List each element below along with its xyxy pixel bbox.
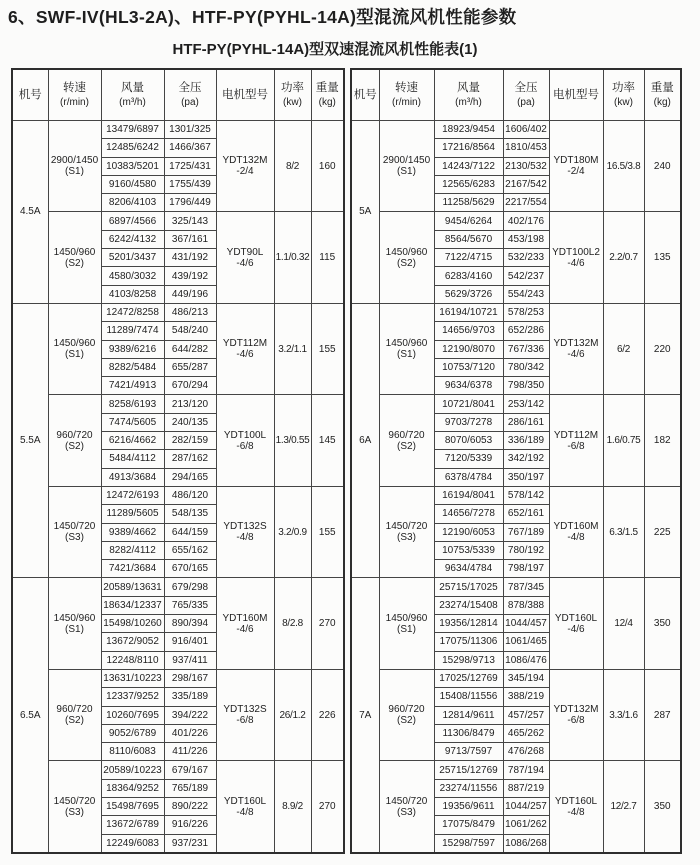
data-row [12, 121, 344, 139]
airflow-cell: 4913/3684 [101, 468, 164, 486]
airflow-cell: 9634/6378 [434, 377, 503, 395]
pressure-cell: 679/298 [164, 578, 216, 596]
pressure-cell: 780/192 [503, 541, 549, 559]
power-cell: 3.2/0.9 [274, 486, 311, 577]
pressure-cell: 1796/449 [164, 194, 216, 212]
column-header: 机号 [12, 69, 48, 121]
model-cell: 5A [351, 121, 379, 304]
pressure-cell: 937/411 [164, 651, 216, 669]
data-row [12, 486, 344, 504]
table-header-right [351, 69, 681, 121]
pressure-cell: 767/189 [503, 523, 549, 541]
airflow-cell: 12472/8258 [101, 303, 164, 321]
airflow-cell: 12190/8070 [434, 340, 503, 358]
pressure-cell: 394/222 [164, 706, 216, 724]
pressure-cell: 787/345 [503, 578, 549, 596]
weight-cell: 240 [644, 121, 681, 212]
airflow-cell: 8564/5670 [434, 230, 503, 248]
data-row [351, 303, 681, 321]
speed-cell: 1450/720 (S3) [48, 761, 101, 853]
weight-cell: 155 [311, 303, 344, 394]
performance-table-right [350, 68, 682, 854]
power-cell: 12/2.7 [603, 761, 644, 853]
pressure-cell: 644/282 [164, 340, 216, 358]
table-header-left [12, 69, 344, 121]
power-cell: 1.6/0.75 [603, 395, 644, 486]
pressure-cell: 431/192 [164, 249, 216, 267]
airflow-cell: 5484/4112 [101, 450, 164, 468]
pressure-cell: 240/135 [164, 413, 216, 431]
pressure-cell: 878/388 [503, 596, 549, 614]
pressure-cell: 486/120 [164, 486, 216, 504]
model-cell: 5.5A [12, 303, 48, 577]
airflow-cell: 10260/7695 [101, 706, 164, 724]
airflow-cell: 23274/15408 [434, 596, 503, 614]
column-header: 全压 (pa) [164, 69, 216, 121]
performance-table-left [11, 68, 345, 854]
motor-model-cell: YDT160L -4/8 [549, 761, 603, 853]
speed-cell: 1450/960 (S1) [379, 303, 434, 394]
pressure-cell: 542/237 [503, 267, 549, 285]
airflow-cell: 15498/7695 [101, 797, 164, 815]
column-header: 功率 (kw) [274, 69, 311, 121]
pressure-cell: 253/142 [503, 395, 549, 413]
motor-model-cell: YDT132M -4/6 [549, 303, 603, 394]
pressure-cell: 578/253 [503, 303, 549, 321]
data-row [12, 669, 344, 687]
data-row [351, 669, 681, 687]
pressure-cell: 780/342 [503, 358, 549, 376]
pressure-cell: 655/162 [164, 541, 216, 559]
speed-cell: 1450/960 (S1) [48, 303, 101, 394]
speed-cell: 960/720 (S2) [379, 669, 434, 760]
pressure-cell: 439/192 [164, 267, 216, 285]
pressure-cell: 1044/257 [503, 797, 549, 815]
motor-model-cell: YDT160M -4/6 [216, 578, 274, 669]
airflow-cell: 9634/4784 [434, 560, 503, 578]
data-row [351, 578, 681, 596]
pressure-cell: 652/161 [503, 505, 549, 523]
data-row [12, 578, 344, 596]
weight-cell: 135 [644, 212, 681, 303]
airflow-cell: 12472/6193 [101, 486, 164, 504]
pressure-cell: 578/142 [503, 486, 549, 504]
power-cell: 3.2/1.1 [274, 303, 311, 394]
airflow-cell: 19356/12814 [434, 615, 503, 633]
pressure-cell: 1725/431 [164, 157, 216, 175]
tables-container [11, 68, 682, 854]
airflow-cell: 8282/5484 [101, 358, 164, 376]
airflow-cell: 8206/4103 [101, 194, 164, 212]
data-row [351, 212, 681, 230]
motor-model-cell: YDT112M -4/6 [216, 303, 274, 394]
pressure-cell: 767/336 [503, 340, 549, 358]
airflow-cell: 14243/7122 [434, 157, 503, 175]
pressure-cell: 655/287 [164, 358, 216, 376]
pressure-cell: 890/222 [164, 797, 216, 815]
airflow-cell: 17025/12769 [434, 669, 503, 687]
pressure-cell: 2217/554 [503, 194, 549, 212]
speed-cell: 1450/720 (S3) [379, 486, 434, 577]
airflow-cell: 16194/8041 [434, 486, 503, 504]
power-cell: 12/4 [603, 578, 644, 669]
pressure-cell: 465/262 [503, 724, 549, 742]
pressure-cell: 937/231 [164, 834, 216, 853]
airflow-cell: 6283/4160 [434, 267, 503, 285]
power-cell: 8/2 [274, 121, 311, 212]
power-cell: 1.1/0.32 [274, 212, 311, 303]
airflow-cell: 4580/3032 [101, 267, 164, 285]
airflow-cell: 17075/8479 [434, 816, 503, 834]
weight-cell: 350 [644, 761, 681, 853]
pressure-cell: 336/189 [503, 432, 549, 450]
motor-model-cell: YDT132M -2/4 [216, 121, 274, 212]
pressure-cell: 298/167 [164, 669, 216, 687]
airflow-cell: 11289/7474 [101, 322, 164, 340]
motor-model-cell: YDT160L -4/8 [216, 761, 274, 853]
model-cell: 4.5A [12, 121, 48, 304]
pressure-cell: 916/226 [164, 816, 216, 834]
power-cell: 8.9/2 [274, 761, 311, 853]
pressure-cell: 548/135 [164, 505, 216, 523]
airflow-cell: 7421/4913 [101, 377, 164, 395]
pressure-cell: 887/219 [503, 779, 549, 797]
motor-model-cell: YDT132S -6/8 [216, 669, 274, 760]
pressure-cell: 402/176 [503, 212, 549, 230]
pressure-cell: 345/194 [503, 669, 549, 687]
airflow-cell: 20589/13631 [101, 578, 164, 596]
pressure-cell: 644/159 [164, 523, 216, 541]
column-header: 风量 (m³/h) [101, 69, 164, 121]
airflow-cell: 12248/8110 [101, 651, 164, 669]
pressure-cell: 401/226 [164, 724, 216, 742]
column-header: 电机型号 [216, 69, 274, 121]
weight-cell: 182 [644, 395, 681, 486]
weight-cell: 350 [644, 578, 681, 669]
airflow-cell: 12565/6283 [434, 175, 503, 193]
pressure-cell: 1606/402 [503, 121, 549, 139]
motor-model-cell: YDT112M -6/8 [549, 395, 603, 486]
motor-model-cell: YDT160M -4/8 [549, 486, 603, 577]
data-row [351, 486, 681, 504]
power-cell: 3.3/1.6 [603, 669, 644, 760]
pressure-cell: 2167/542 [503, 175, 549, 193]
pressure-cell: 652/286 [503, 322, 549, 340]
airflow-cell: 7122/4715 [434, 249, 503, 267]
data-row [12, 212, 344, 230]
airflow-cell: 13631/10223 [101, 669, 164, 687]
airflow-cell: 17075/11306 [434, 633, 503, 651]
pressure-cell: 1810/453 [503, 139, 549, 157]
pressure-cell: 325/143 [164, 212, 216, 230]
airflow-cell: 11306/8479 [434, 724, 503, 742]
column-header: 转速 (r/min) [379, 69, 434, 121]
airflow-cell: 9703/7278 [434, 413, 503, 431]
airflow-cell: 13479/6897 [101, 121, 164, 139]
data-row [351, 761, 681, 779]
data-row [12, 395, 344, 413]
pressure-cell: 1044/457 [503, 615, 549, 633]
pressure-cell: 1061/465 [503, 633, 549, 651]
pressure-cell: 532/233 [503, 249, 549, 267]
airflow-cell: 6216/4662 [101, 432, 164, 450]
airflow-cell: 9454/6264 [434, 212, 503, 230]
speed-cell: 2900/1450 (S1) [379, 121, 434, 212]
weight-cell: 115 [311, 212, 344, 303]
pressure-cell: 350/197 [503, 468, 549, 486]
pressure-cell: 798/350 [503, 377, 549, 395]
pressure-cell: 486/213 [164, 303, 216, 321]
column-header: 功率 (kw) [603, 69, 644, 121]
pressure-cell: 1466/367 [164, 139, 216, 157]
weight-cell: 287 [644, 669, 681, 760]
airflow-cell: 18364/9252 [101, 779, 164, 797]
airflow-cell: 9389/6216 [101, 340, 164, 358]
column-header: 全压 (pa) [503, 69, 549, 121]
airflow-cell: 14656/9703 [434, 322, 503, 340]
weight-cell: 145 [311, 395, 344, 486]
table-subtitle: HTF-PY(PYHL-14A)型双速混流风机性能表(1) [172, 41, 478, 58]
pressure-cell: 287/162 [164, 450, 216, 468]
airflow-cell: 8258/6193 [101, 395, 164, 413]
speed-cell: 1450/960 (S2) [48, 212, 101, 303]
pressure-cell: 554/243 [503, 285, 549, 303]
airflow-cell: 6242/4132 [101, 230, 164, 248]
power-cell: 2.2/0.7 [603, 212, 644, 303]
pressure-cell: 294/165 [164, 468, 216, 486]
airflow-cell: 12190/6053 [434, 523, 503, 541]
motor-model-cell: YDT160L -4/6 [549, 578, 603, 669]
airflow-cell: 12249/6083 [101, 834, 164, 853]
airflow-cell: 5629/3726 [434, 285, 503, 303]
speed-cell: 960/720 (S2) [48, 395, 101, 486]
pressure-cell: 286/161 [503, 413, 549, 431]
data-row [351, 395, 681, 413]
airflow-cell: 11289/5605 [101, 505, 164, 523]
airflow-cell: 7474/5605 [101, 413, 164, 431]
airflow-cell: 10753/7120 [434, 358, 503, 376]
column-header: 机号 [351, 69, 379, 121]
airflow-cell: 12814/9611 [434, 706, 503, 724]
airflow-cell: 19356/9611 [434, 797, 503, 815]
page-title: 6、SWF-IV(HL3-2A)、HTF-PY(PYHL-14A)型混流风机性能参数 [8, 7, 517, 27]
airflow-cell: 9160/4580 [101, 175, 164, 193]
pressure-cell: 670/165 [164, 560, 216, 578]
airflow-cell: 25715/12769 [434, 761, 503, 779]
airflow-cell: 17216/8564 [434, 139, 503, 157]
column-header: 电机型号 [549, 69, 603, 121]
power-cell: 6/2 [603, 303, 644, 394]
column-header: 重量 (kg) [644, 69, 681, 121]
airflow-cell: 18923/9454 [434, 121, 503, 139]
speed-cell: 1450/960 (S2) [379, 212, 434, 303]
pressure-cell: 449/196 [164, 285, 216, 303]
airflow-cell: 25715/17025 [434, 578, 503, 596]
airflow-cell: 16194/10721 [434, 303, 503, 321]
airflow-cell: 5201/3437 [101, 249, 164, 267]
power-cell: 8/2.8 [274, 578, 311, 669]
weight-cell: 155 [311, 486, 344, 577]
pressure-cell: 798/197 [503, 560, 549, 578]
airflow-cell: 9713/7597 [434, 743, 503, 761]
model-cell: 6A [351, 303, 379, 577]
pressure-cell: 2130/532 [503, 157, 549, 175]
pressure-cell: 411/226 [164, 743, 216, 761]
pressure-cell: 388/219 [503, 688, 549, 706]
airflow-cell: 10753/5339 [434, 541, 503, 559]
airflow-cell: 10383/5201 [101, 157, 164, 175]
power-cell: 26/1.2 [274, 669, 311, 760]
pressure-cell: 670/294 [164, 377, 216, 395]
speed-cell: 1450/720 (S3) [379, 761, 434, 853]
speed-cell: 1450/960 (S1) [379, 578, 434, 669]
pressure-cell: 1086/476 [503, 651, 549, 669]
pressure-cell: 1301/325 [164, 121, 216, 139]
airflow-cell: 20589/10223 [101, 761, 164, 779]
pressure-cell: 457/257 [503, 706, 549, 724]
speed-cell: 1450/720 (S3) [48, 486, 101, 577]
pressure-cell: 1755/439 [164, 175, 216, 193]
pressure-cell: 765/189 [164, 779, 216, 797]
column-header: 风量 (m³/h) [434, 69, 503, 121]
model-cell: 6.5A [12, 578, 48, 853]
airflow-cell: 13672/9052 [101, 633, 164, 651]
airflow-cell: 7120/5339 [434, 450, 503, 468]
airflow-cell: 6897/4566 [101, 212, 164, 230]
pressure-cell: 213/120 [164, 395, 216, 413]
airflow-cell: 18634/12337 [101, 596, 164, 614]
data-row [12, 303, 344, 321]
motor-model-cell: YDT132M -6/8 [549, 669, 603, 760]
airflow-cell: 12485/6242 [101, 139, 164, 157]
airflow-cell: 8282/4112 [101, 541, 164, 559]
airflow-cell: 14656/7278 [434, 505, 503, 523]
pressure-cell: 1061/262 [503, 816, 549, 834]
airflow-cell: 4103/8258 [101, 285, 164, 303]
motor-model-cell: YDT132S -4/8 [216, 486, 274, 577]
airflow-cell: 15408/11556 [434, 688, 503, 706]
pressure-cell: 890/394 [164, 615, 216, 633]
pressure-cell: 476/268 [503, 743, 549, 761]
pressure-cell: 765/335 [164, 596, 216, 614]
power-cell: 16.5/3.8 [603, 121, 644, 212]
data-row [351, 121, 681, 139]
data-row [12, 761, 344, 779]
model-cell: 7A [351, 578, 379, 853]
airflow-cell: 8070/6053 [434, 432, 503, 450]
airflow-cell: 15498/10260 [101, 615, 164, 633]
motor-model-cell: YDT100L2 -4/6 [549, 212, 603, 303]
pressure-cell: 787/194 [503, 761, 549, 779]
airflow-cell: 23274/11556 [434, 779, 503, 797]
airflow-cell: 8110/6083 [101, 743, 164, 761]
weight-cell: 160 [311, 121, 344, 212]
pressure-cell: 342/192 [503, 450, 549, 468]
weight-cell: 270 [311, 761, 344, 853]
speed-cell: 2900/1450 (S1) [48, 121, 101, 212]
column-header: 转速 (r/min) [48, 69, 101, 121]
motor-model-cell: YDT100L -6/8 [216, 395, 274, 486]
weight-cell: 220 [644, 303, 681, 394]
pressure-cell: 679/167 [164, 761, 216, 779]
airflow-cell: 15298/7597 [434, 834, 503, 853]
airflow-cell: 11258/5629 [434, 194, 503, 212]
pressure-cell: 1086/268 [503, 834, 549, 853]
weight-cell: 226 [311, 669, 344, 760]
motor-model-cell: YDT90L -4/6 [216, 212, 274, 303]
column-header: 重量 (kg) [311, 69, 344, 121]
airflow-cell: 13672/6789 [101, 816, 164, 834]
speed-cell: 960/720 (S2) [379, 395, 434, 486]
airflow-cell: 6378/4784 [434, 468, 503, 486]
pressure-cell: 335/189 [164, 688, 216, 706]
pressure-cell: 453/198 [503, 230, 549, 248]
airflow-cell: 15298/9713 [434, 651, 503, 669]
pressure-cell: 916/401 [164, 633, 216, 651]
speed-cell: 1450/960 (S1) [48, 578, 101, 669]
airflow-cell: 10721/8041 [434, 395, 503, 413]
motor-model-cell: YDT180M -2/4 [549, 121, 603, 212]
power-cell: 6.3/1.5 [603, 486, 644, 577]
pressure-cell: 367/161 [164, 230, 216, 248]
airflow-cell: 9389/4662 [101, 523, 164, 541]
weight-cell: 270 [311, 578, 344, 669]
speed-cell: 960/720 (S2) [48, 669, 101, 760]
pressure-cell: 282/159 [164, 432, 216, 450]
airflow-cell: 12337/9252 [101, 688, 164, 706]
pressure-cell: 548/240 [164, 322, 216, 340]
airflow-cell: 9052/6789 [101, 724, 164, 742]
weight-cell: 225 [644, 486, 681, 577]
power-cell: 1.3/0.55 [274, 395, 311, 486]
airflow-cell: 7421/3684 [101, 560, 164, 578]
